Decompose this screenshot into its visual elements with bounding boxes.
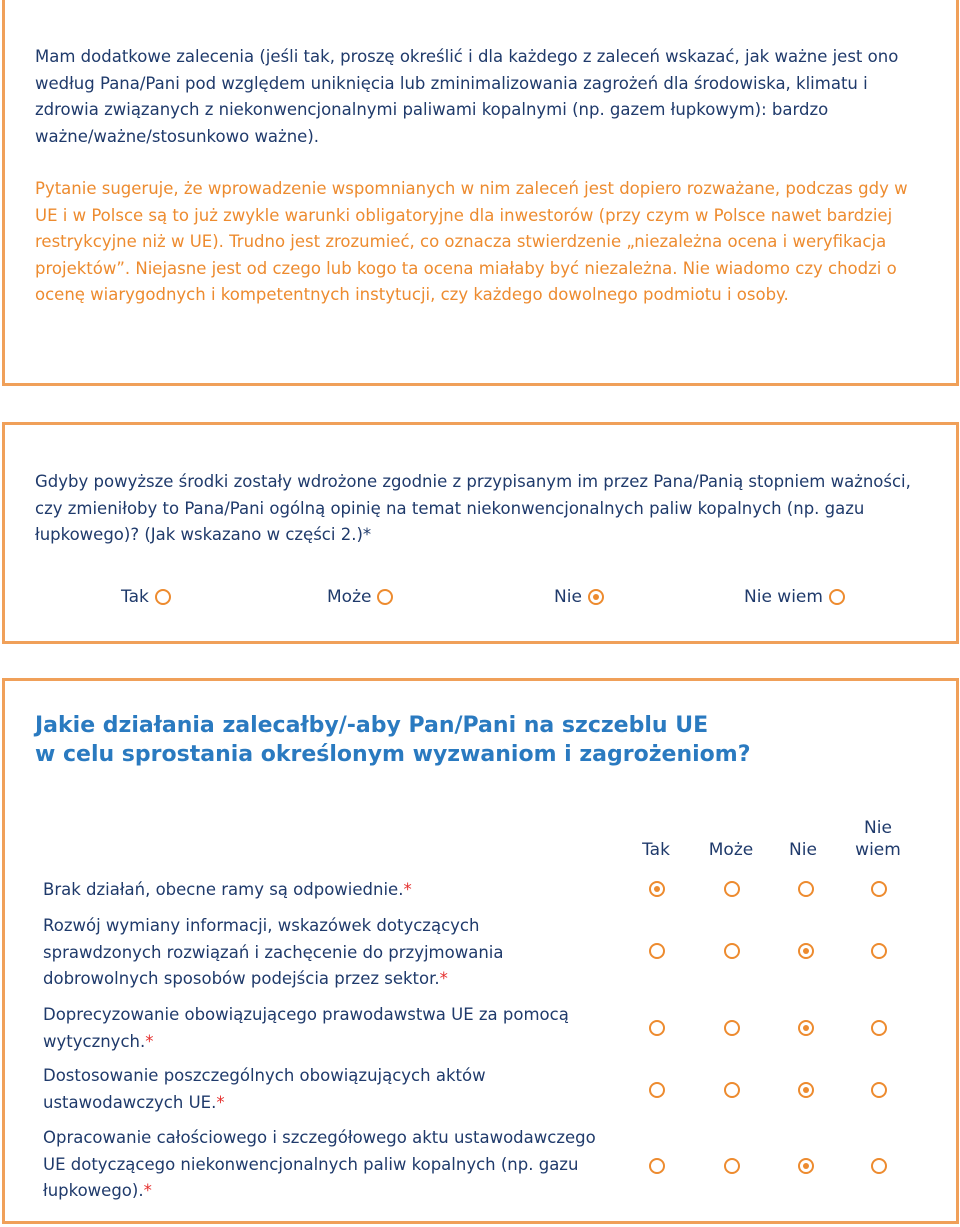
column-header-tak: Tak	[642, 840, 670, 860]
radio-selected-icon[interactable]	[798, 1158, 814, 1174]
title-line-1: Jakie działania zalecałby/-aby Pan/Pani na szczeblu UE	[35, 713, 709, 738]
radio-icon[interactable]	[829, 589, 845, 605]
option-label: Tak	[121, 587, 149, 607]
radio-icon[interactable]	[724, 1158, 740, 1174]
option-nie[interactable]	[554, 587, 604, 607]
column-header-moze: Może	[708, 840, 754, 860]
eu-actions-question-box	[2, 678, 959, 1224]
required-mark: *	[403, 880, 412, 899]
row-text: Dostosowanie poszczególnych obowiązujących aktów ustawodawczych UE.	[43, 1066, 486, 1112]
required-mark: *	[216, 1092, 225, 1112]
radio-icon[interactable]	[155, 589, 171, 605]
radio-icon[interactable]	[871, 881, 887, 897]
radio-icon[interactable]	[871, 943, 887, 959]
matrix-row-label	[43, 1063, 603, 1116]
radio-icon[interactable]	[649, 1020, 665, 1036]
column-header-line: Nie	[864, 818, 892, 838]
column-header-nie-wiem	[847, 817, 909, 861]
row-text: Rozwój wymiany informacji, wskazówek dotyczących sprawdzonych rozwiązań i zachęcenie do przyjmowania dobrowolnych sposobów podejścia przez sektor.	[43, 916, 504, 988]
radio-icon[interactable]	[871, 1158, 887, 1174]
radio-icon[interactable]	[649, 1082, 665, 1098]
radio-selected-icon[interactable]	[798, 1020, 814, 1036]
matrix-row-label	[43, 913, 603, 993]
radio-selected-icon[interactable]	[649, 881, 665, 897]
matrix-row-label	[43, 877, 603, 904]
radio-icon[interactable]	[649, 1158, 665, 1174]
section-title	[35, 711, 915, 769]
opinion-change-question: Gdyby powyższe środki zostały wdrożone zgodnie z przypisanym im przez Pana/Panią stopniem ważności, czy zmieniłoby to Pana/Pani ogólną opinię na temat niekonwencjonalnych paliw kopalnych (np. gazu łupkowego)? (Jak wskazano w części 2.)*	[35, 472, 911, 544]
matrix-row-label	[43, 1002, 603, 1055]
option-nie-wiem[interactable]	[744, 587, 845, 607]
title-line-2: w celu sprostania określonym wyzwaniom i zagrożeniom?	[35, 742, 751, 767]
required-mark: *	[439, 969, 448, 988]
option-moze[interactable]	[327, 587, 393, 607]
row-text: Brak działań, obecne ramy są odpowiednie.	[43, 880, 404, 899]
column-header-line: wiem	[855, 840, 901, 860]
matrix-row-label	[43, 1125, 603, 1205]
row-text: Doprecyzowanie obowiązującego prawodawstwa UE za pomocą wytycznych.	[43, 1005, 569, 1051]
required-mark: *	[143, 1181, 152, 1200]
recommendations-box	[2, 0, 959, 386]
radio-icon[interactable]	[724, 881, 740, 897]
radio-icon[interactable]	[724, 943, 740, 959]
radio-icon[interactable]	[871, 1082, 887, 1098]
radio-icon[interactable]	[724, 1020, 740, 1036]
column-header-nie: Nie	[789, 840, 817, 860]
option-label: Nie	[554, 587, 582, 607]
radio-icon[interactable]	[724, 1082, 740, 1098]
opinion-radio-group	[5, 587, 956, 617]
option-label: Może	[327, 587, 372, 607]
radio-selected-icon[interactable]	[588, 589, 604, 605]
option-tak[interactable]	[121, 587, 171, 607]
radio-icon[interactable]	[798, 881, 814, 897]
row-text: Opracowanie całościowego i szczegółowego aktu ustawodawczego UE dotyczącego niekonwencjonalnych paliw kopalnych (np. gazu łupkowego).	[43, 1128, 596, 1200]
option-label: Nie wiem	[744, 587, 823, 607]
radio-icon[interactable]	[649, 943, 665, 959]
radio-icon[interactable]	[871, 1020, 887, 1036]
question-intro-text: Mam dodatkowe zalecenia (jeśli tak, proszę określić i dla każdego z zaleceń wskazać, jak ważne jest ono według Pana/Pani pod względem uniknięcia lub zminimalizowania zagrożeń dla środowiska, klimatu i zdrowia związanych z niekonwencjonalnymi paliwami kopalnymi (np. gazem łupkowym): bardzo ważne/ważne/stosunkowo ważne).	[35, 47, 899, 146]
answer-text[interactable]: Pytanie sugeruje, że wprowadzenie wspomnianych w nim zaleceń jest dopiero rozważane, podczas gdy w UE i w Polsce są to już zwykle warunki obligatoryjne dla inwestorów (przy czym w Polsce nawet bardziej restrykcyjne niż w UE). Trudno jest zrozumieć, co oznacza stwierdzenie „niezależna ocena i weryfikacja projektów”. Niejasne jest od czego lub kogo ta ocena miałaby być niezależna. Nie wiadomo czy chodzi o ocenę wiarygodnych i kompetentnych instytucji, czy każdego dowolnego podmiotu i osoby.	[35, 179, 908, 304]
radio-selected-icon[interactable]	[798, 943, 814, 959]
required-mark: *	[145, 1031, 154, 1051]
radio-icon[interactable]	[377, 589, 393, 605]
opinion-change-question-box	[2, 422, 959, 644]
radio-selected-icon[interactable]	[798, 1082, 814, 1098]
